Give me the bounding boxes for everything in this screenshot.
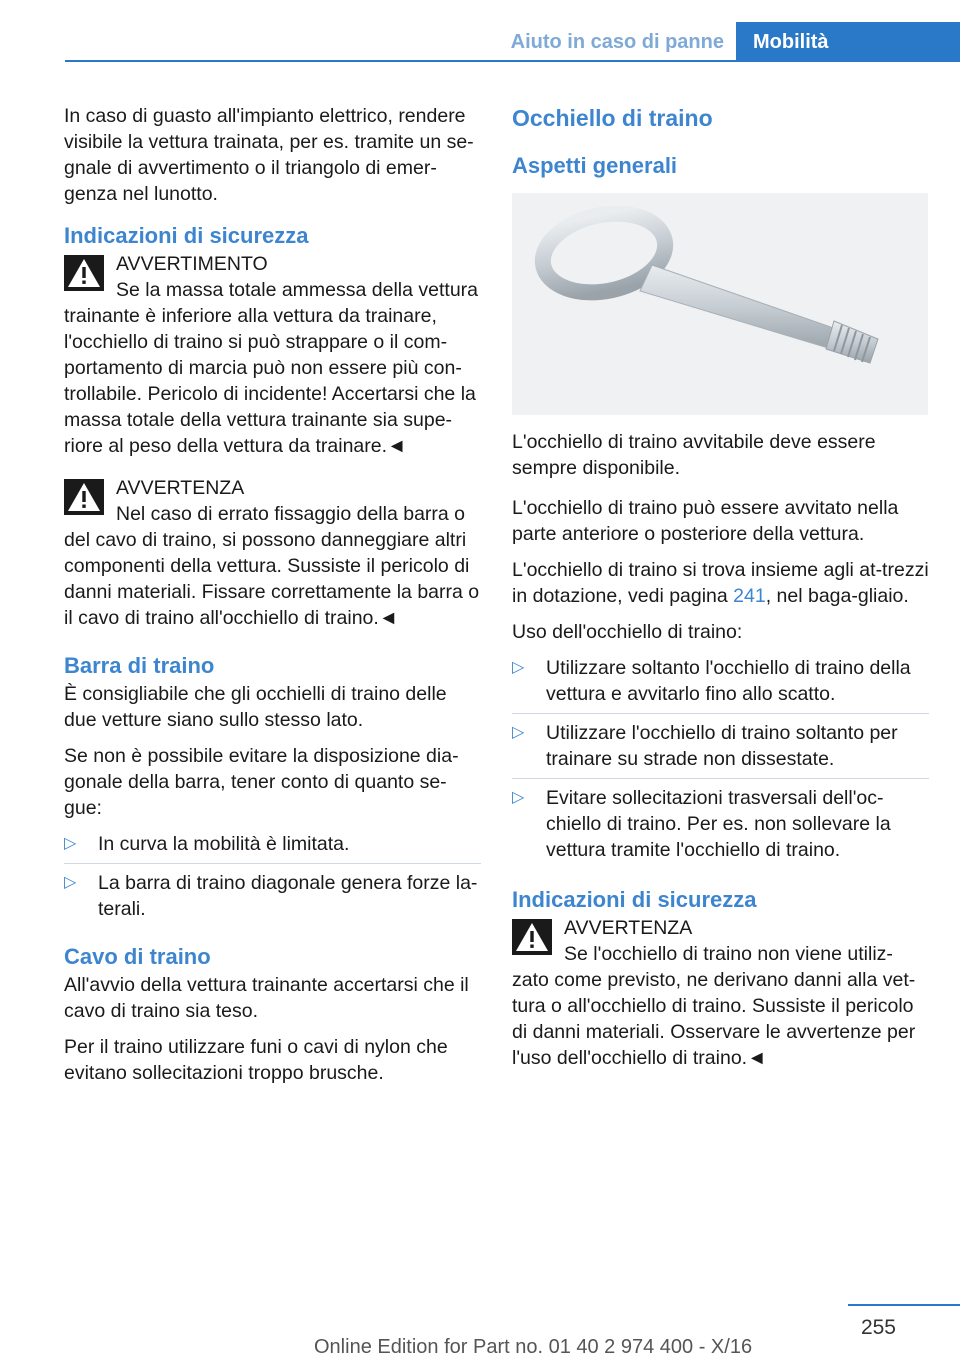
- barra-paragraph-1: È consigliabile che gli occhielli di traino delle due vetture siano sullo stesso lato.: [64, 683, 447, 731]
- barra-paragraph-2: Se non è possibile evitare la disposizione dia‐gonale della barra, tener conto di quanto se‐gue:: [64, 745, 459, 819]
- warning-triangle-icon: [64, 479, 104, 515]
- tow-eye-illustration: [512, 193, 928, 415]
- aspetti-subheading: Aspetti generali: [512, 153, 678, 178]
- list-item-text: La barra di traino diagonale genera forze la‐terali.: [98, 872, 478, 920]
- tow-eye-shape: [535, 203, 878, 363]
- warning-2-text: Nel caso di errato fissaggio della barra o del cavo di traino, si possono danneggiare altri componenti della vettura. Sussiste il pericolo di danni materiali. Fissare correttamente la barra o il cavo di traino all'occhiello di traino.◄: [64, 503, 480, 629]
- cavo-paragraph-2: Per il traino utilizzare funi o cavi di nylon che evitano sollecitazioni troppo brusche.: [64, 1036, 448, 1084]
- list-item: [64, 831, 481, 864]
- barra-list: [64, 831, 481, 928]
- page-reference-link[interactable]: 241: [733, 585, 766, 607]
- header-rule: [65, 60, 960, 62]
- warning-1-title: AVVERTIMENTO: [116, 253, 268, 275]
- edition-footer: Online Edition for Part no. 01 40 2 974 400 - X/16: [314, 1336, 753, 1358]
- occhiello-heading: Occhiello di traino: [512, 105, 713, 131]
- right-paragraph-2: L'occhiello di traino può essere avvitato nella parte anteriore o posteriore della vettura.: [512, 497, 899, 545]
- list-item-text: Utilizzare soltanto l'occhiello di traino della vettura e avvitarlo fino allo scatto.: [546, 657, 911, 705]
- warning-block-3: [512, 915, 929, 1071]
- cavo-heading: Cavo di traino: [64, 944, 211, 969]
- tow-eye-image: [512, 193, 928, 415]
- p3-text-before: L'occhiello di traino si trova insieme agli at‐trezzi in dotazione, vedi pagina: [512, 559, 929, 607]
- header-section-title: Aiuto in caso di panne: [510, 31, 724, 53]
- p3-text-after: , nel baga‐gliaio.: [765, 585, 909, 607]
- list-item: [512, 785, 929, 869]
- intro-paragraph: In caso di guasto all'impianto elettrico, rendere visibile la vettura trainata, per es. tramite un se‐gnale di avvertimento o il triangolo di emer‐genza nel lunotto.: [64, 105, 474, 205]
- list-item-text: In curva la mobilità è limitata.: [98, 833, 350, 855]
- right-column: [512, 103, 929, 1081]
- right-paragraph-1: L'occhiello di traino avvitabile deve essere sempre disponibile.: [512, 431, 876, 479]
- warning-3-title: AVVERTENZA: [564, 917, 693, 939]
- header-chapter-label: Mobilità: [753, 31, 829, 53]
- warning-2-title: AVVERTENZA: [116, 477, 245, 499]
- warning-block-1: [64, 251, 481, 459]
- bullet-triangle-icon: ▷: [512, 789, 525, 806]
- warning-1-text: Se la massa totale ammessa della vettura trainante è inferiore alla vettura da trainare, l'occhiello di traino si può strappare o il com‐portamento di marcia può non essere più con‐trollabile. Pericolo di incidente! Accertarsi che la massa totale della vettura trainante sia supe‐riore al peso della vettura da trainare.◄: [64, 279, 479, 457]
- warning-triangle-icon: [64, 255, 104, 291]
- bullet-triangle-icon: ▷: [64, 835, 77, 852]
- warning-triangle-icon: [512, 919, 552, 955]
- right-paragraph-3: [512, 557, 929, 609]
- list-item-text: Evitare sollecitazioni trasversali dell'oc‐chiello di traino. Per es. non sollevare la vettura tramite l'occhiello di traino.: [546, 787, 891, 861]
- usage-list: [512, 655, 929, 869]
- list-item: [512, 655, 929, 714]
- list-item: [512, 720, 929, 779]
- left-column: [64, 103, 481, 1096]
- list-item-text: Utilizzare l'occhiello di traino soltanto per trainare su strade non dissestate.: [546, 722, 898, 770]
- bullet-triangle-icon: ▷: [64, 874, 77, 891]
- cavo-paragraph-1: All'avvio della vettura trainante accertarsi che il cavo di traino sia teso.: [64, 974, 469, 1022]
- warning-block-2: [64, 475, 481, 631]
- list-item: [64, 870, 481, 928]
- page-header: [0, 22, 960, 62]
- header-chapter-tab: [736, 22, 960, 62]
- right-paragraph-4: Uso dell'occhiello di traino:: [512, 621, 743, 643]
- bullet-triangle-icon: ▷: [512, 659, 525, 676]
- right-safety-heading: Indicazioni di sicurezza: [512, 887, 757, 912]
- bullet-triangle-icon: ▷: [512, 724, 525, 741]
- footer-rule: [848, 1304, 960, 1306]
- warning-3-text: Se l'occhiello di traino non viene utiliz‐zato come previsto, ne derivano danni alla vet‐tura o all'occhiello di traino. Sussiste il pericolo di danni materiali. Osservare le avvertenze per l'uso dell'occhiello di traino.◄: [512, 943, 916, 1069]
- page-number: 255: [860, 1316, 896, 1339]
- safety-heading: Indicazioni di sicurezza: [64, 223, 309, 248]
- barra-heading: Barra di traino: [64, 653, 215, 678]
